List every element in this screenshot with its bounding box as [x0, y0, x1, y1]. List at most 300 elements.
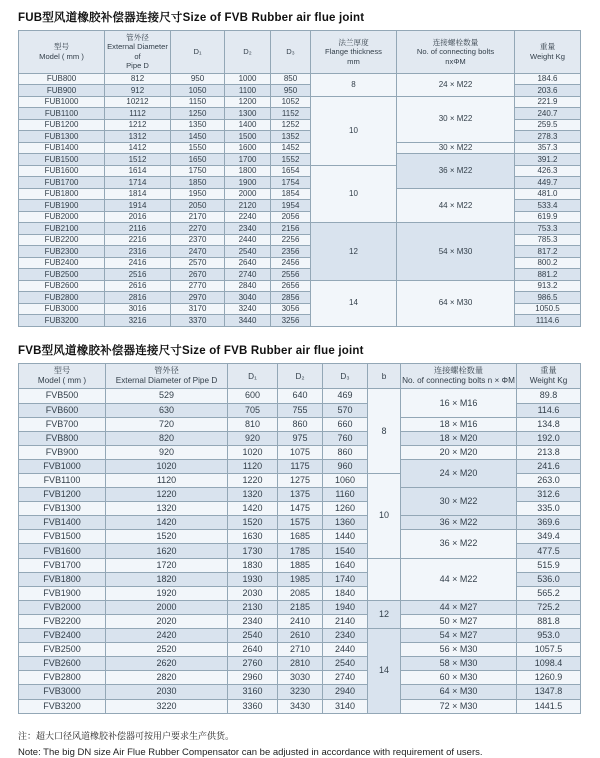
cell-weight: 953.0 — [517, 629, 581, 643]
cell-external-diameter: 2816 — [105, 292, 171, 304]
cell-d1: 1150 — [171, 96, 225, 108]
cell-d2: 2440 — [225, 234, 271, 246]
cell-d2: 1075 — [278, 445, 323, 459]
cell-d1: 1750 — [171, 165, 225, 177]
cell-weight: 213.8 — [517, 445, 581, 459]
table1-title: FUB型风道橡胶补偿器连接尺寸Size of FVB Rubber air flue joint — [18, 12, 365, 24]
cell-d2: 1700 — [225, 154, 271, 166]
cell-d1: 1250 — [171, 108, 225, 120]
cell-weight: 565.2 — [517, 586, 581, 600]
cell-weight: 240.7 — [515, 108, 581, 120]
cell-d3: 1440 — [323, 530, 368, 544]
cell-external-diameter: 2020 — [106, 614, 228, 628]
cell-external-diameter: 2820 — [106, 671, 228, 685]
cell-d3: 1740 — [323, 572, 368, 586]
table-row — [19, 73, 581, 85]
cell-external-diameter: 1212 — [105, 119, 171, 131]
cell-model: FVB1800 — [19, 572, 106, 586]
cell-d3: 2356 — [271, 246, 311, 258]
table-row — [19, 389, 581, 403]
cell-weight: 449.7 — [515, 177, 581, 189]
cell-d1: 1320 — [228, 488, 278, 502]
cell-d2: 2185 — [278, 600, 323, 614]
cell-weight: 335.0 — [517, 502, 581, 516]
cell-external-diameter: 2520 — [106, 643, 228, 657]
cell-d2: 3240 — [225, 303, 271, 315]
table-row — [19, 488, 581, 502]
table-row — [19, 445, 581, 459]
cell-d1: 2030 — [228, 586, 278, 600]
cell-weight: 536.0 — [517, 572, 581, 586]
cell-external-diameter: 912 — [105, 85, 171, 97]
header-model: 型号 Model ( mm ) — [19, 363, 106, 389]
cell-weight: 312.6 — [517, 488, 581, 502]
cell-weight: 114.6 — [517, 403, 581, 417]
cell-d2: 3040 — [225, 292, 271, 304]
header-d3: D₃ — [271, 31, 311, 74]
cell-d2: 2000 — [225, 188, 271, 200]
cell-external-diameter: 2516 — [105, 269, 171, 281]
cell-model: FVB1500 — [19, 530, 106, 544]
cell-model: FUB1400 — [19, 142, 105, 154]
cell-d2: 3430 — [278, 699, 323, 713]
table-row — [19, 223, 581, 235]
cell-bolts: 72 × M30 — [401, 699, 517, 713]
cell-external-diameter: 1914 — [105, 200, 171, 212]
cell-weight: 800.2 — [515, 257, 581, 269]
cell-external-diameter: 720 — [106, 417, 228, 431]
header-external-diameter: 管外径 External Diameter of Pipe D — [105, 31, 171, 74]
cell-weight: 278.3 — [515, 131, 581, 143]
cell-external-diameter: 1420 — [106, 516, 228, 530]
cell-d3: 1940 — [323, 600, 368, 614]
header-flange-thickness: 法兰厚度 Flange thickness mm — [311, 31, 397, 74]
cell-d1: 2770 — [171, 280, 225, 292]
cell-external-diameter: 1620 — [106, 544, 228, 558]
cell-d1: 2960 — [228, 671, 278, 685]
cell-d2: 1100 — [225, 85, 271, 97]
cell-external-diameter: 630 — [106, 403, 228, 417]
cell-external-diameter: 1320 — [106, 502, 228, 516]
header-connecting-bolts: 连接螺栓数量 No. of connecting bolts nxΦM — [397, 31, 515, 74]
cell-d1: 2170 — [171, 211, 225, 223]
cell-weight: 203.6 — [515, 85, 581, 97]
cell-d1: 3170 — [171, 303, 225, 315]
cell-d2: 2240 — [225, 211, 271, 223]
cell-d3: 1540 — [323, 544, 368, 558]
cell-d3: 1452 — [271, 142, 311, 154]
cell-bolts: 54 × M27 — [401, 629, 517, 643]
cell-bolts: 30 × M22 — [397, 142, 515, 154]
cell-d1: 2270 — [171, 223, 225, 235]
cell-model: FUB1100 — [19, 108, 105, 120]
cell-d2: 2810 — [278, 657, 323, 671]
cell-d3: 1552 — [271, 154, 311, 166]
cell-d2: 1300 — [225, 108, 271, 120]
cell-flange-thickness: 10 — [311, 165, 397, 223]
cell-d1: 1830 — [228, 558, 278, 572]
table-row — [19, 188, 581, 200]
cell-d2: 1475 — [278, 502, 323, 516]
cell-weight: 184.6 — [515, 73, 581, 85]
cell-d3: 860 — [323, 445, 368, 459]
cell-d2: 2085 — [278, 586, 323, 600]
cell-d3: 1160 — [323, 488, 368, 502]
cell-b: 12 — [368, 600, 401, 628]
cell-d3: 2940 — [323, 685, 368, 699]
cell-d1: 1020 — [228, 445, 278, 459]
cell-model: FUB1700 — [19, 177, 105, 189]
cell-external-diameter: 3220 — [106, 699, 228, 713]
cell-model: FVB1600 — [19, 544, 106, 558]
cell-weight: 785.3 — [515, 234, 581, 246]
cell-d1: 2640 — [228, 643, 278, 657]
table-row — [19, 154, 581, 166]
cell-weight: 134.8 — [517, 417, 581, 431]
cell-external-diameter: 2416 — [105, 257, 171, 269]
header-b: b — [368, 363, 401, 389]
cell-weight: 477.5 — [517, 544, 581, 558]
cell-weight: 241.6 — [517, 459, 581, 473]
cell-external-diameter: 2000 — [106, 600, 228, 614]
fub-table-body — [19, 73, 581, 326]
cell-d3: 660 — [323, 417, 368, 431]
cell-d2: 2640 — [225, 257, 271, 269]
cell-d2: 1885 — [278, 558, 323, 572]
cell-bolts: 24 × M20 — [401, 459, 517, 487]
cell-weight: 369.6 — [517, 516, 581, 530]
cell-d1: 2130 — [228, 600, 278, 614]
cell-d2: 3440 — [225, 315, 271, 327]
cell-model: FVB1400 — [19, 516, 106, 530]
cell-d2: 755 — [278, 403, 323, 417]
cell-d1: 2470 — [171, 246, 225, 258]
cell-b: 8 — [368, 389, 401, 474]
cell-model: FVB2800 — [19, 671, 106, 685]
cell-d1: 2540 — [228, 629, 278, 643]
cell-external-diameter: 2216 — [105, 234, 171, 246]
cell-external-diameter: 529 — [106, 389, 228, 403]
cell-model: FVB2600 — [19, 657, 106, 671]
cell-model: FUB800 — [19, 73, 105, 85]
table-row — [19, 671, 581, 685]
cell-d2: 1175 — [278, 459, 323, 473]
cell-model: FVB3000 — [19, 685, 106, 699]
cell-external-diameter: 3216 — [105, 315, 171, 327]
table-row — [19, 459, 581, 473]
cell-d2: 2340 — [225, 223, 271, 235]
cell-external-diameter: 1512 — [105, 154, 171, 166]
cell-bolts: 18 × M16 — [401, 417, 517, 431]
table2-title: FVB型风道橡胶补偿器连接尺寸Size of FVB Rubber air flue joint — [18, 344, 364, 357]
table-row — [19, 280, 581, 292]
cell-external-diameter: 10212 — [105, 96, 171, 108]
cell-bolts: 20 × M20 — [401, 445, 517, 459]
cell-d3: 2856 — [271, 292, 311, 304]
cell-model: FVB1100 — [19, 474, 106, 488]
cell-d2: 975 — [278, 431, 323, 445]
cell-weight: 533.4 — [515, 200, 581, 212]
cell-d1: 810 — [228, 417, 278, 431]
cell-weight: 357.3 — [515, 142, 581, 154]
cell-d2: 2410 — [278, 614, 323, 628]
cell-bolts: 30 × M22 — [401, 488, 517, 516]
cell-d1: 1950 — [171, 188, 225, 200]
cell-d1: 3160 — [228, 685, 278, 699]
cell-weight: 881.2 — [515, 269, 581, 281]
header-d2: D₂ — [278, 363, 323, 389]
cell-external-diameter: 1814 — [105, 188, 171, 200]
cell-bolts: 56 × M30 — [401, 643, 517, 657]
cell-d1: 2050 — [171, 200, 225, 212]
cell-d1: 3370 — [171, 315, 225, 327]
cell-bolts: 44 × M22 — [401, 558, 517, 600]
cell-model: FVB1300 — [19, 502, 106, 516]
table-row — [19, 657, 581, 671]
cell-d2: 860 — [278, 417, 323, 431]
cell-model: FUB1000 — [19, 96, 105, 108]
cell-d2: 1400 — [225, 119, 271, 131]
cell-model: FUB2200 — [19, 234, 105, 246]
cell-external-diameter: 1112 — [105, 108, 171, 120]
cell-d3: 2156 — [271, 223, 311, 235]
cell-d1: 1730 — [228, 544, 278, 558]
table-row — [19, 96, 581, 108]
cell-d2: 1785 — [278, 544, 323, 558]
cell-model: FVB1900 — [19, 586, 106, 600]
cell-d2: 1000 — [225, 73, 271, 85]
cell-weight: 481.0 — [515, 188, 581, 200]
cell-d2: 1985 — [278, 572, 323, 586]
fub-table-header — [19, 31, 581, 74]
cell-d3: 1754 — [271, 177, 311, 189]
cell-b: 10 — [368, 474, 401, 559]
cell-external-diameter: 920 — [106, 445, 228, 459]
cell-d2: 2610 — [278, 629, 323, 643]
cell-d3: 760 — [323, 431, 368, 445]
cell-external-diameter: 1020 — [106, 459, 228, 473]
cell-d1: 1630 — [228, 530, 278, 544]
cell-weight: 881.8 — [517, 614, 581, 628]
cell-d1: 1850 — [171, 177, 225, 189]
cell-d3: 2340 — [323, 629, 368, 643]
cell-d3: 2556 — [271, 269, 311, 281]
cell-weight: 515.9 — [517, 558, 581, 572]
cell-external-diameter: 2016 — [105, 211, 171, 223]
cell-d2: 1275 — [278, 474, 323, 488]
note-chinese: 注：超大口径风道橡胶补偿器可按用户要求生产供货。 — [18, 730, 235, 741]
table-row — [19, 699, 581, 713]
cell-bolts: 16 × M16 — [401, 389, 517, 417]
cell-d3: 2256 — [271, 234, 311, 246]
cell-d3: 3256 — [271, 315, 311, 327]
cell-weight: 349.4 — [517, 530, 581, 544]
cell-model: FUB2500 — [19, 269, 105, 281]
cell-d3: 1360 — [323, 516, 368, 530]
cell-weight: 89.8 — [517, 389, 581, 403]
cell-d3: 1152 — [271, 108, 311, 120]
cell-d1: 1650 — [171, 154, 225, 166]
fub-spec-table — [18, 30, 581, 327]
cell-model: FUB1800 — [19, 188, 105, 200]
cell-d3: 1954 — [271, 200, 311, 212]
cell-d1: 1420 — [228, 502, 278, 516]
header-model: 型号 Model ( mm ) — [19, 31, 105, 74]
cell-external-diameter: 2420 — [106, 629, 228, 643]
cell-d3: 950 — [271, 85, 311, 97]
header-d1: D₁ — [171, 31, 225, 74]
cell-d2: 3030 — [278, 671, 323, 685]
cell-d1: 1450 — [171, 131, 225, 143]
cell-d3: 2456 — [271, 257, 311, 269]
cell-weight: 1114.6 — [515, 315, 581, 327]
cell-external-diameter: 812 — [105, 73, 171, 85]
cell-d2: 2540 — [225, 246, 271, 258]
cell-model: FVB2000 — [19, 600, 106, 614]
cell-d1: 1220 — [228, 474, 278, 488]
table-row — [19, 600, 581, 614]
cell-d3: 2440 — [323, 643, 368, 657]
cell-model: FUB2600 — [19, 280, 105, 292]
cell-d1: 2340 — [228, 614, 278, 628]
cell-d1: 950 — [171, 73, 225, 85]
table-row — [19, 614, 581, 628]
cell-external-diameter: 1720 — [106, 558, 228, 572]
header-external-diameter: 管外径 External Diameter of Pipe D — [106, 363, 228, 389]
table-row — [19, 629, 581, 643]
table-row — [19, 142, 581, 154]
cell-weight: 221.9 — [515, 96, 581, 108]
cell-flange-thickness: 12 — [311, 223, 397, 281]
cell-d2: 1375 — [278, 488, 323, 502]
cell-model: FVB800 — [19, 431, 106, 445]
cell-weight: 913.2 — [515, 280, 581, 292]
cell-external-diameter: 2316 — [105, 246, 171, 258]
cell-model: FUB1200 — [19, 119, 105, 131]
cell-d3: 2740 — [323, 671, 368, 685]
header-d1: D₁ — [228, 363, 278, 389]
cell-weight: 1441.5 — [517, 699, 581, 713]
cell-model: FUB3200 — [19, 315, 105, 327]
cell-d2: 1500 — [225, 131, 271, 143]
fvb-table-header — [19, 363, 581, 389]
cell-weight: 1347.8 — [517, 685, 581, 699]
cell-external-diameter: 2030 — [106, 685, 228, 699]
cell-weight: 1098.4 — [517, 657, 581, 671]
cell-model: FUB2400 — [19, 257, 105, 269]
cell-d2: 1800 — [225, 165, 271, 177]
cell-d1: 2670 — [171, 269, 225, 281]
cell-weight: 263.0 — [517, 474, 581, 488]
header-weight: 重量 Weight Kg — [515, 31, 581, 74]
table-row — [19, 558, 581, 572]
cell-weight: 986.5 — [515, 292, 581, 304]
cell-d3: 1654 — [271, 165, 311, 177]
note-english: Note: The big DN size Air Flue Rubber Compensator can be adjusted in accordance with requirement of users. — [18, 746, 483, 758]
cell-flange-thickness: 14 — [311, 280, 397, 326]
cell-bolts: 36 × M22 — [397, 154, 515, 189]
cell-model: FUB1600 — [19, 165, 105, 177]
cell-d3: 1854 — [271, 188, 311, 200]
cell-model: FVB600 — [19, 403, 106, 417]
cell-bolts: 58 × M30 — [401, 657, 517, 671]
cell-d2: 2740 — [225, 269, 271, 281]
cell-weight: 1050.5 — [515, 303, 581, 315]
cell-b: 14 — [368, 629, 401, 714]
cell-d3: 469 — [323, 389, 368, 403]
cell-bolts: 54 × M30 — [397, 223, 515, 281]
cell-weight: 1260.9 — [517, 671, 581, 685]
cell-d1: 1520 — [228, 516, 278, 530]
cell-bolts: 44 × M22 — [397, 188, 515, 223]
cell-weight: 619.9 — [515, 211, 581, 223]
cell-weight: 1057.5 — [517, 643, 581, 657]
cell-model: FUB2000 — [19, 211, 105, 223]
cell-d2: 1575 — [278, 516, 323, 530]
cell-external-diameter: 3016 — [105, 303, 171, 315]
cell-model: FUB2300 — [19, 246, 105, 258]
cell-d2: 1900 — [225, 177, 271, 189]
cell-external-diameter: 1312 — [105, 131, 171, 143]
cell-model: FVB1700 — [19, 558, 106, 572]
header-d3: D₃ — [323, 363, 368, 389]
cell-d1: 1550 — [171, 142, 225, 154]
cell-d2: 3230 — [278, 685, 323, 699]
cell-d3: 2056 — [271, 211, 311, 223]
cell-model: FVB1000 — [19, 459, 106, 473]
cell-bolts: 50 × M27 — [401, 614, 517, 628]
cell-d1: 705 — [228, 403, 278, 417]
cell-d3: 1252 — [271, 119, 311, 131]
cell-d3: 850 — [271, 73, 311, 85]
cell-bolts: 60 × M30 — [401, 671, 517, 685]
cell-model: FUB2100 — [19, 223, 105, 235]
cell-model: FVB500 — [19, 389, 106, 403]
cell-model: FVB1200 — [19, 488, 106, 502]
cell-d3: 3056 — [271, 303, 311, 315]
cell-d1: 3360 — [228, 699, 278, 713]
cell-bolts: 36 × M22 — [401, 516, 517, 530]
footnotes — [18, 729, 582, 758]
cell-d3: 1260 — [323, 502, 368, 516]
cell-d3: 1640 — [323, 558, 368, 572]
cell-model: FUB1900 — [19, 200, 105, 212]
cell-external-diameter: 1714 — [105, 177, 171, 189]
cell-external-diameter: 1220 — [106, 488, 228, 502]
cell-d2: 640 — [278, 389, 323, 403]
cell-d2: 1600 — [225, 142, 271, 154]
cell-d3: 3140 — [323, 699, 368, 713]
cell-bolts: 36 × M22 — [401, 530, 517, 558]
cell-external-diameter: 1820 — [106, 572, 228, 586]
cell-model: FUB900 — [19, 85, 105, 97]
cell-weight: 426.3 — [515, 165, 581, 177]
cell-flange-thickness: 10 — [311, 96, 397, 165]
cell-d1: 1930 — [228, 572, 278, 586]
cell-weight: 192.0 — [517, 431, 581, 445]
cell-weight: 259.5 — [515, 119, 581, 131]
cell-d1: 2760 — [228, 657, 278, 671]
cell-d3: 1352 — [271, 131, 311, 143]
cell-bolts: 64 × M30 — [401, 685, 517, 699]
cell-model: FUB1300 — [19, 131, 105, 143]
fvb-spec-table — [18, 363, 581, 714]
cell-model: FVB3200 — [19, 699, 106, 713]
table-row — [19, 417, 581, 431]
cell-external-diameter: 1520 — [106, 530, 228, 544]
table-row — [19, 685, 581, 699]
table-row — [19, 516, 581, 530]
